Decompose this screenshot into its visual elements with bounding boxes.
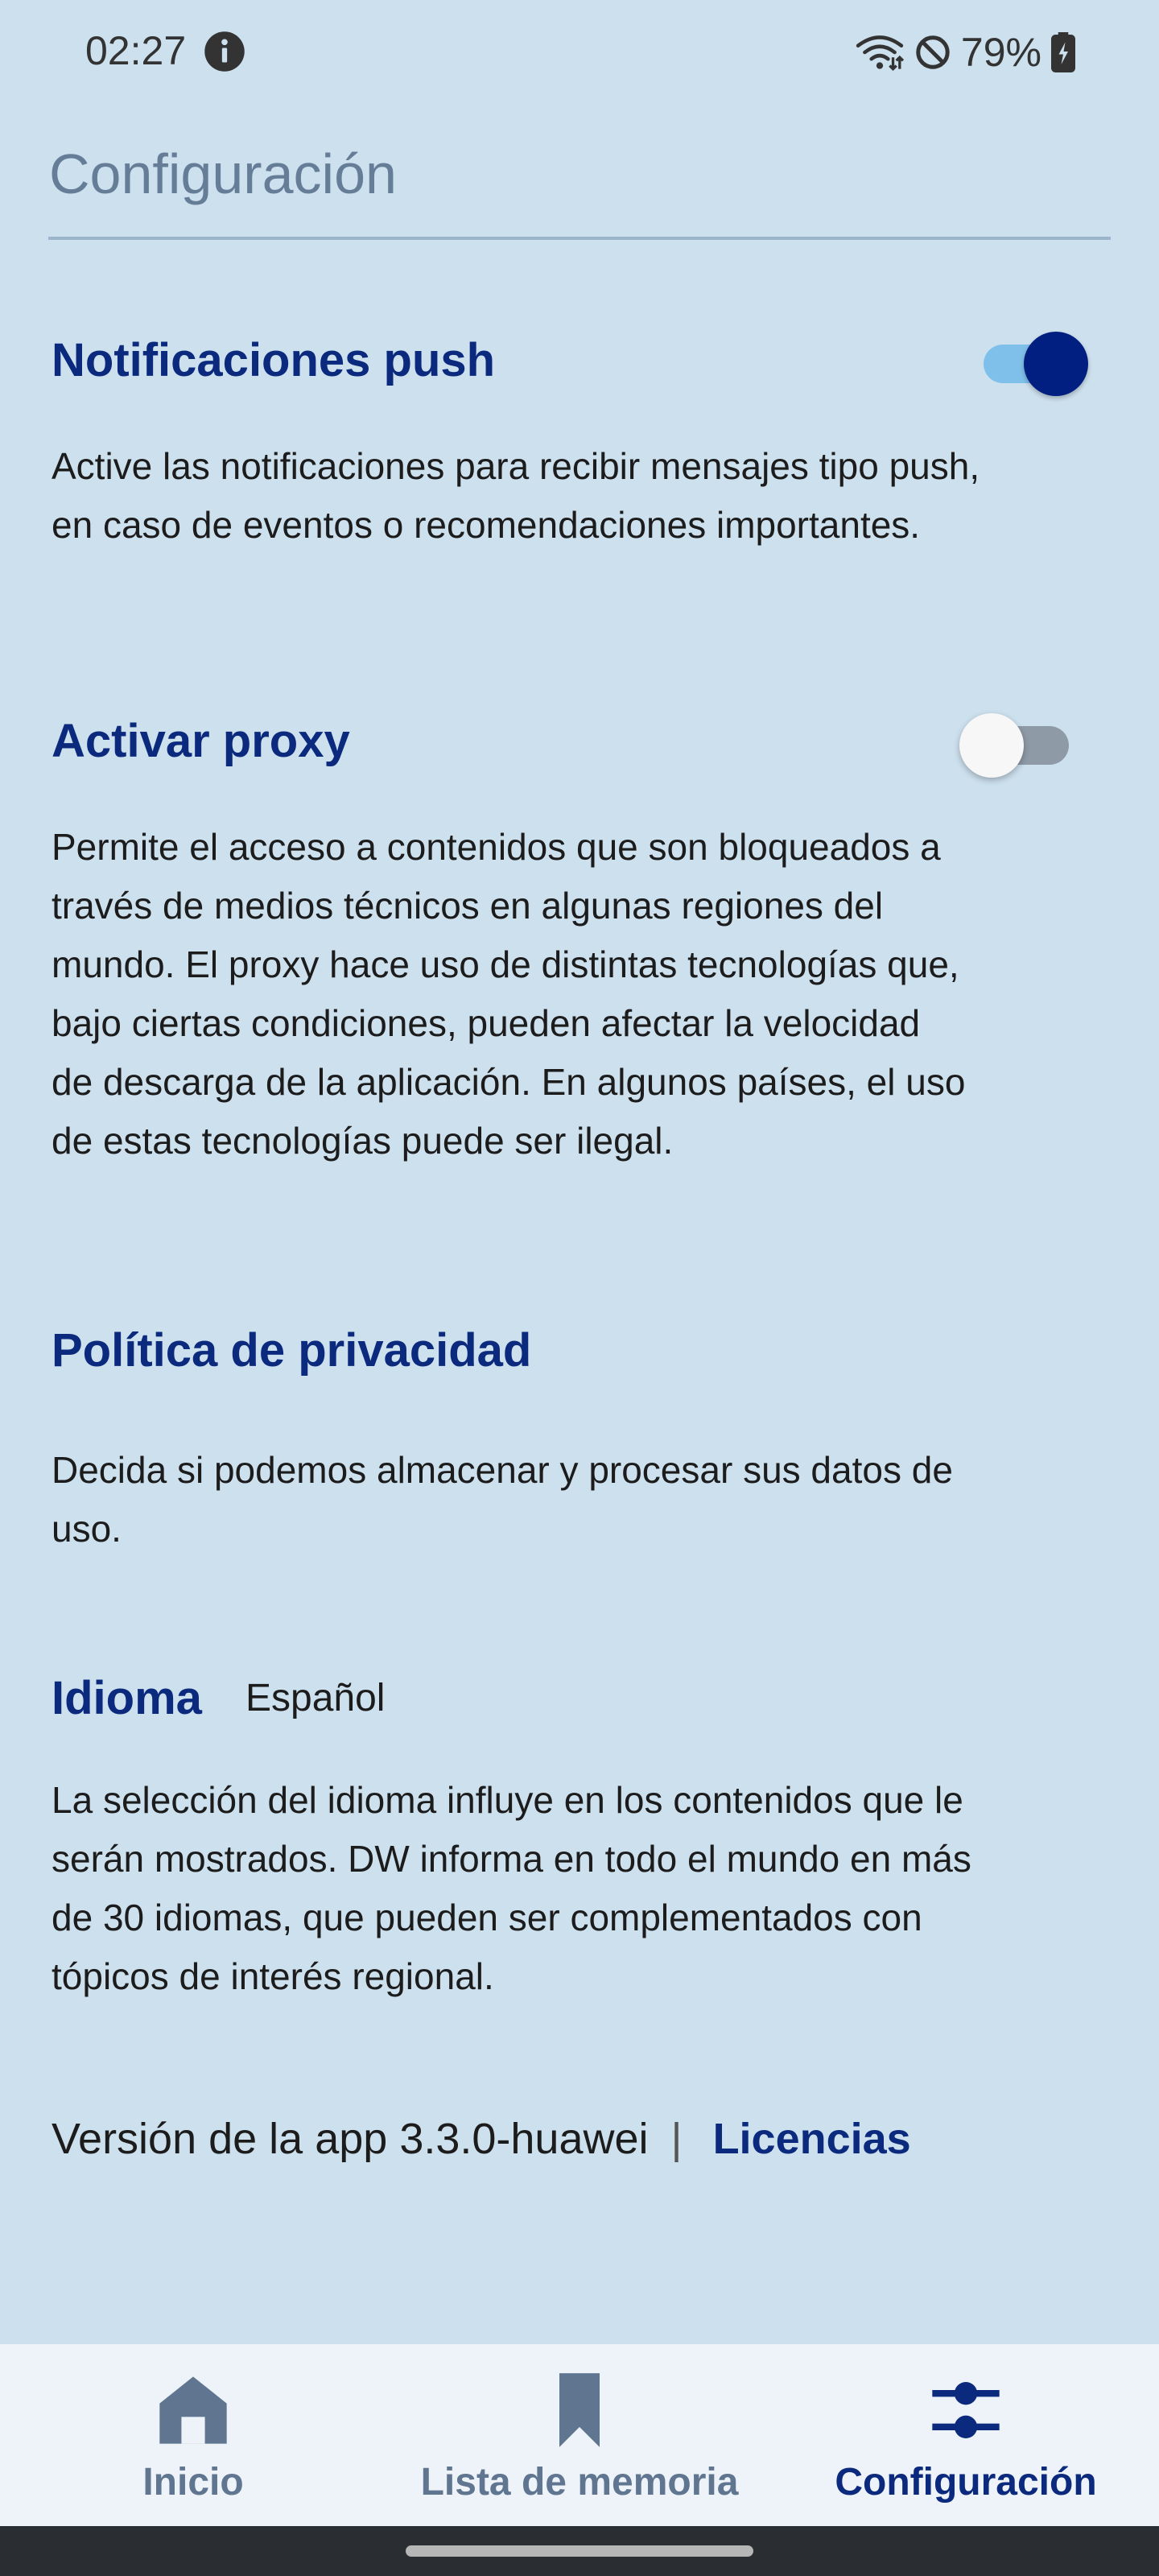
nav-item-home[interactable] (129, 2344, 258, 2526)
bottom-navigation (0, 2344, 1159, 2526)
nav-item-settings[interactable] (821, 2344, 1111, 2526)
header-divider (48, 237, 1111, 240)
toggle-thumb (1024, 332, 1088, 396)
privacy-policy-description: Decida si podemos almacenar y procesar sus datos de uso. (52, 1449, 953, 1550)
gesture-handle[interactable] (406, 2545, 753, 2557)
status-bar (0, 0, 1159, 105)
language-title[interactable]: Idioma (52, 1672, 202, 1724)
proxy-toggle[interactable] (959, 704, 1064, 776)
status-icons (855, 24, 1075, 80)
nav-label-bookmarks: Lista de memoria (420, 2461, 739, 2504)
language-value[interactable]: Español (245, 1677, 386, 1719)
page-title: Configuración (49, 142, 397, 205)
proxy-title: Activar proxy (52, 715, 350, 767)
system-navigation-bar (0, 2526, 1159, 2576)
bookmark-icon (539, 2370, 620, 2450)
version-row (52, 2114, 911, 2164)
licenses-link[interactable]: Licencias (712, 2115, 911, 2163)
battery-charging-icon (1051, 32, 1075, 72)
nav-label-settings: Configuración (835, 2461, 1097, 2504)
toggle-thumb (959, 713, 1024, 778)
privacy-policy-link[interactable]: Política de privacidad (52, 1324, 532, 1377)
app-version: Versión de la app 3.3.0-huawei (52, 2115, 649, 2163)
nav-label-home: Inicio (142, 2461, 244, 2504)
version-separator: | (670, 2115, 683, 2163)
wifi-icon (855, 31, 905, 73)
info-icon (203, 30, 246, 73)
push-notifications-description: Active las notificaciones para recibir mensajes tipo push, en caso de eventos o recomendaciones importantes. (52, 445, 980, 546)
nav-item-bookmarks[interactable] (402, 2344, 757, 2526)
do-not-disturb-icon (914, 34, 951, 71)
push-notifications-title: Notificaciones push (52, 334, 496, 386)
home-icon (153, 2370, 233, 2450)
status-time: 02:27 (85, 28, 187, 73)
sliders-icon (926, 2370, 1006, 2450)
battery-percentage: 79% (960, 30, 1041, 75)
push-notifications-toggle[interactable] (984, 322, 1088, 394)
proxy-description: Permite el acceso a contenidos que son bloqueados a través de medios técnicos en algunas regiones del mundo. El proxy hace uso de distintas tecnologías que, bajo ciertas condiciones, pueden afectar la velocidad de descarga de la aplicación. En algunos países, el uso de estas tecnologías puede ser ilegal. (52, 826, 966, 1162)
language-description: La selección del idioma influye en los contenidos que le serán mostrados. DW informa en todo el mundo en más de 30 idiomas, que pueden ser complementados con tópicos de interés regional. (52, 1779, 971, 1997)
